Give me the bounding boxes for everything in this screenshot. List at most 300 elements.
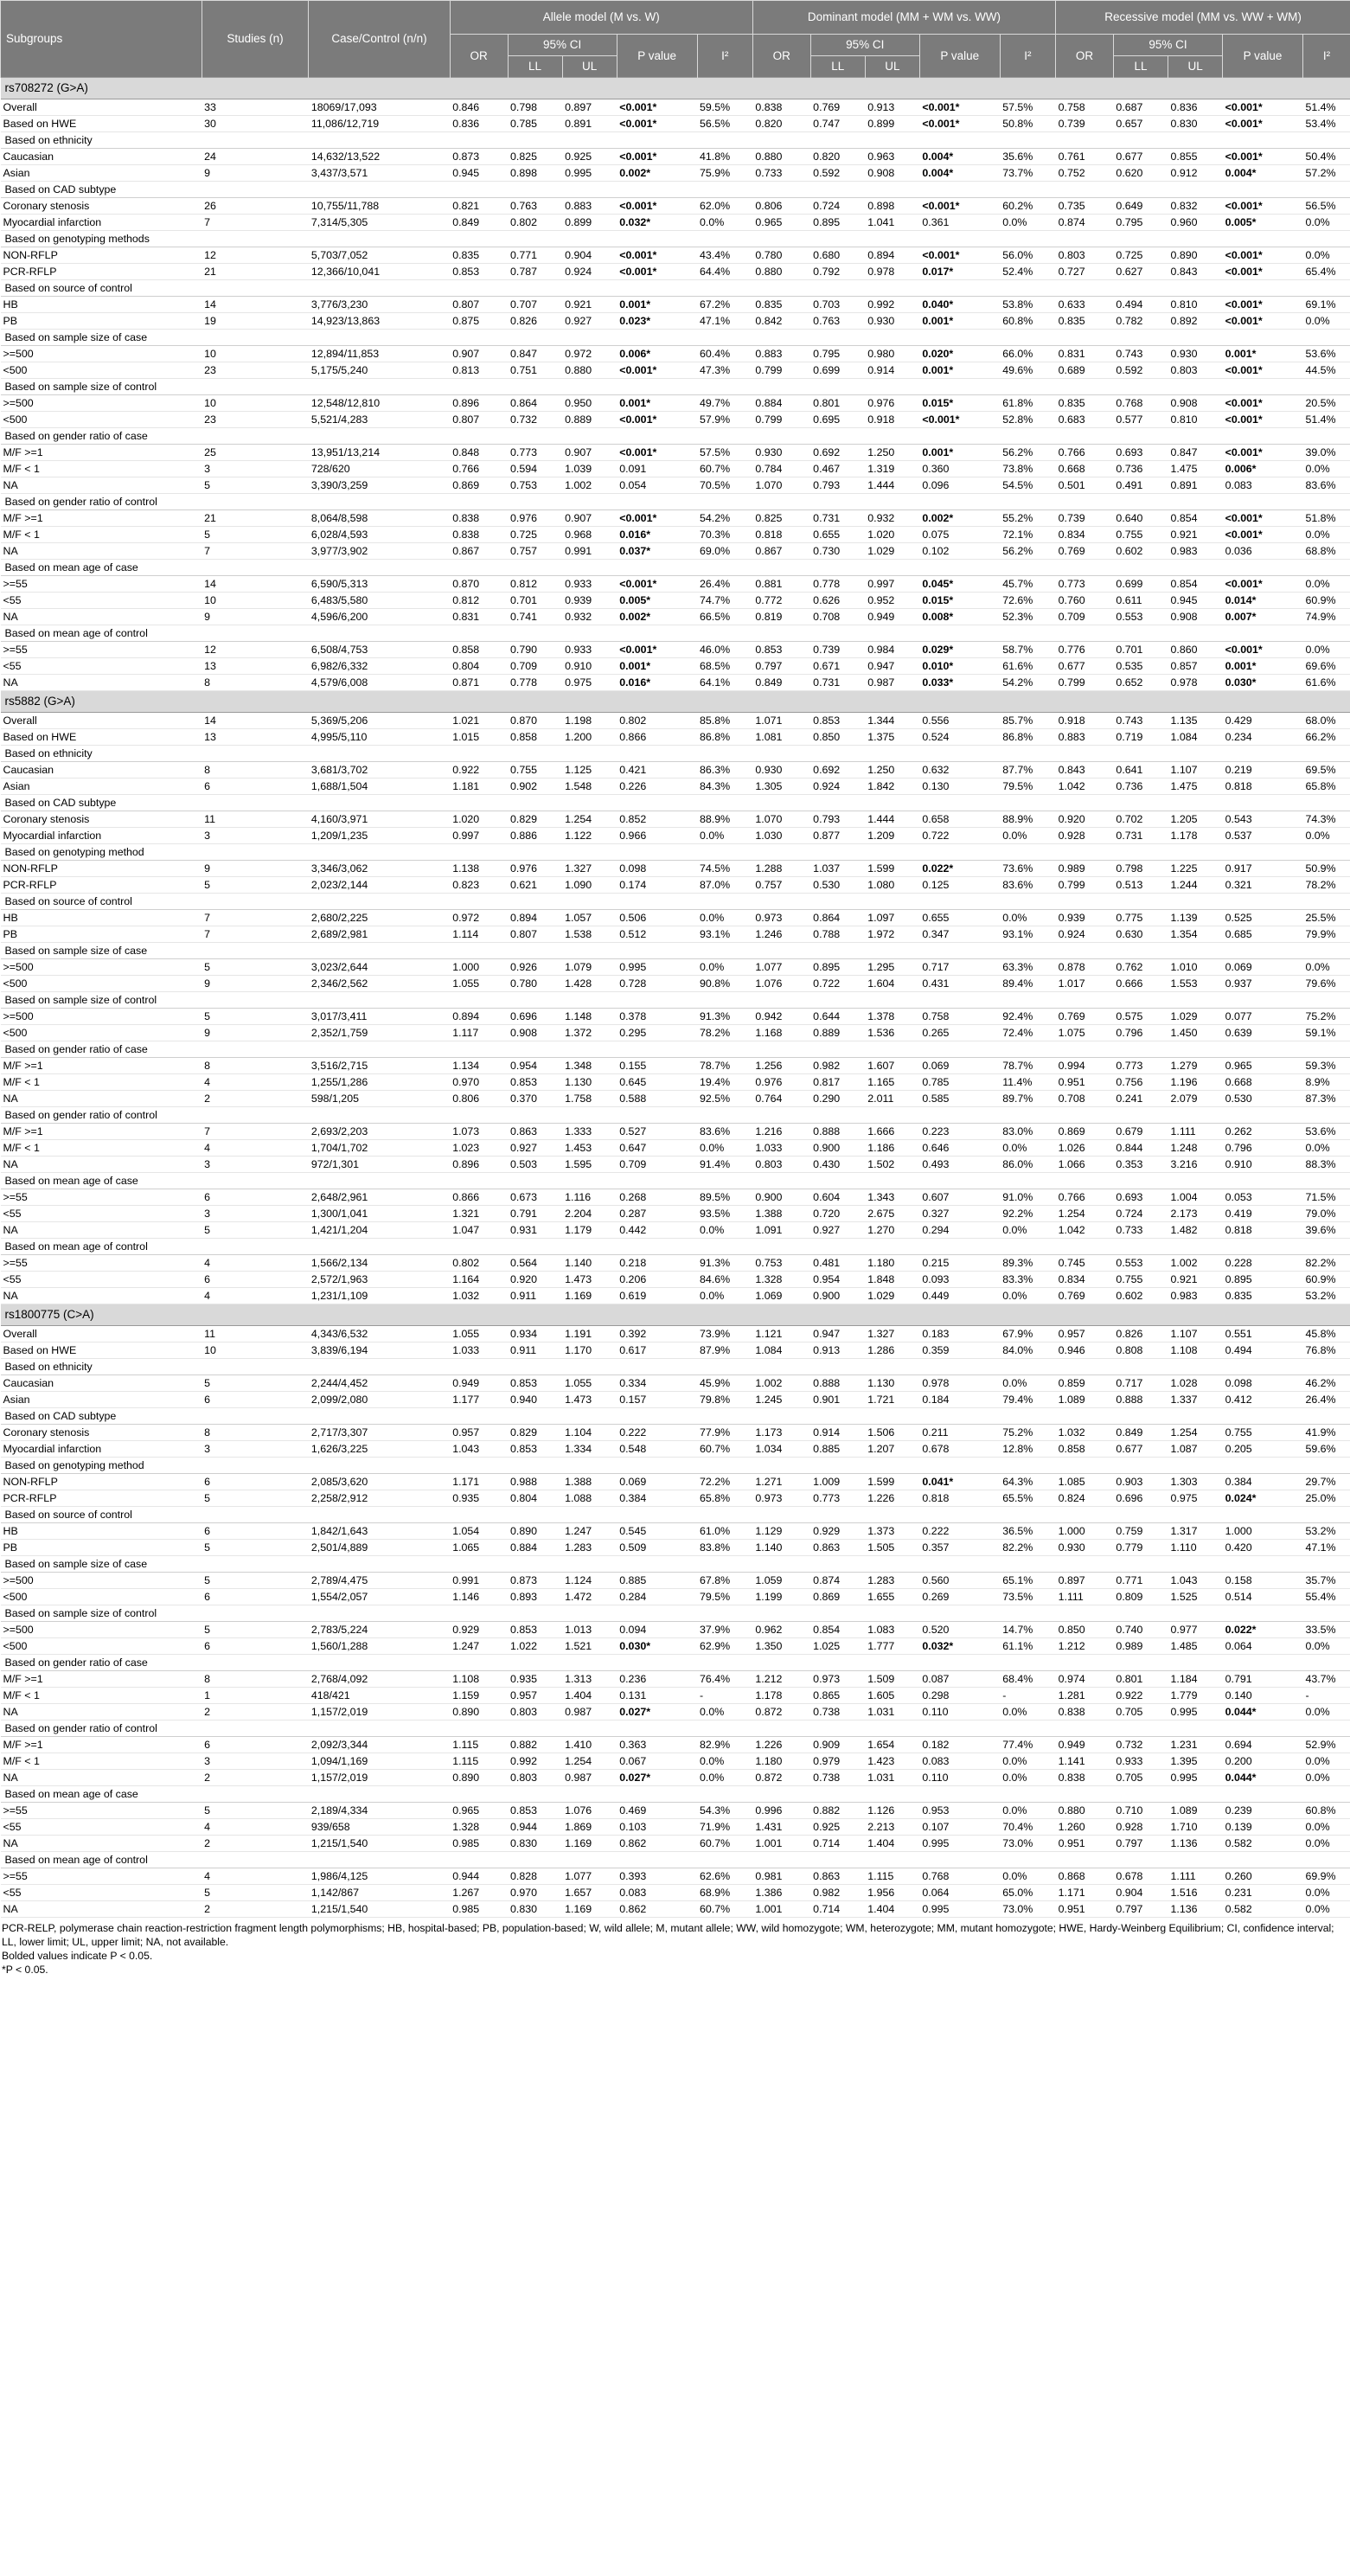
value-cell: 1.009	[810, 1474, 865, 1490]
value-cell: 1.599	[865, 1474, 919, 1490]
value-cell: 0.730	[810, 543, 865, 560]
subgroup-cell: >=500	[1, 1573, 202, 1589]
value-cell: 1.043	[450, 1441, 508, 1458]
value-cell: 0.963	[865, 149, 919, 165]
value-cell: 0.890	[450, 1770, 508, 1786]
value-cell: 1.270	[865, 1222, 919, 1239]
value-cell: 75.9%	[697, 165, 752, 182]
value-cell: 4,160/3,971	[309, 811, 450, 828]
value-cell: 0.621	[508, 877, 562, 894]
value-cell: 0.991	[450, 1573, 508, 1589]
value-cell: 0.799	[1056, 877, 1114, 894]
value-cell: 90.8%	[697, 976, 752, 992]
value-cell: 0.882	[508, 1737, 562, 1753]
value-cell: 1.066	[1056, 1157, 1114, 1173]
value-cell: 0.834	[1056, 1272, 1114, 1288]
value-cell: 68.0%	[1302, 713, 1350, 729]
value-cell: 0.933	[562, 576, 617, 593]
value-cell: 0.491	[1113, 477, 1168, 494]
value-cell: 1.121	[752, 1326, 810, 1342]
significant-p-value: <0.001*	[619, 578, 657, 590]
value-cell: 0.678	[919, 1441, 1000, 1458]
subgroup-cell: Overall	[1, 713, 202, 729]
value-cell: 0.957	[450, 1425, 508, 1441]
value-cell: 0.0%	[1000, 1288, 1055, 1304]
value-cell: 1.472	[562, 1589, 617, 1605]
value-cell: 85.7%	[1000, 713, 1055, 729]
value-cell	[617, 198, 697, 215]
value-cell: 85.8%	[697, 713, 752, 729]
value-cell: 1.288	[752, 861, 810, 877]
value-cell: 0.582	[1223, 1901, 1303, 1918]
value-cell: 41.9%	[1302, 1425, 1350, 1441]
snp-label: rs5882 (G>A)	[1, 691, 1350, 713]
value-cell: 12	[202, 247, 309, 264]
table-row	[1, 1540, 1350, 1556]
value-cell: 0.869	[450, 477, 508, 494]
significant-p-value: <0.001*	[619, 446, 657, 458]
significant-p-value: 0.027*	[619, 1772, 651, 1784]
value-cell: 0.798	[508, 99, 562, 116]
value-cell: 0.679	[1113, 1124, 1168, 1140]
value-cell: 0.077	[1223, 1009, 1303, 1025]
value-cell: 1.654	[865, 1737, 919, 1753]
value-cell	[1223, 1490, 1303, 1507]
header-dominant-model: Dominant model (MM + WM vs. WW)	[752, 1, 1055, 35]
value-cell: 1.212	[752, 1671, 810, 1688]
value-cell: 26	[202, 198, 309, 215]
table-header	[1, 1, 1350, 78]
value-cell: 5,369/5,206	[309, 713, 450, 729]
value-cell: 1.191	[562, 1326, 617, 1342]
significant-p-value: 0.016*	[619, 676, 651, 689]
table-row	[1, 1189, 1350, 1206]
value-cell: 0.714	[810, 1836, 865, 1852]
value-cell: 0.853	[508, 1441, 562, 1458]
subgroup-category-label: Based on gender ratio of control	[1, 494, 1350, 510]
value-cell: 60.8%	[1302, 1803, 1350, 1819]
value-cell: 0.904	[562, 247, 617, 264]
value-cell: 0.775	[1113, 910, 1168, 926]
significant-p-value: <0.001*	[619, 413, 657, 426]
value-cell: 78.7%	[1000, 1058, 1055, 1074]
value-cell: 0.849	[450, 215, 508, 231]
value-cell: 0.772	[752, 593, 810, 609]
value-cell: 0.577	[1113, 412, 1168, 428]
value-cell: 0.791	[1223, 1671, 1303, 1688]
value-cell: 0.957	[1056, 1326, 1114, 1342]
value-cell	[617, 116, 697, 132]
value-cell: 0.908	[1168, 609, 1223, 625]
value-cell: 1.013	[562, 1622, 617, 1638]
subgroup-category-label: Based on source of control	[1, 894, 1350, 910]
value-cell: 0.779	[1113, 1540, 1168, 1556]
value-cell: 2	[202, 1770, 309, 1786]
value-cell: 0.619	[617, 1288, 697, 1304]
subgroup-cell: Myocardial infarction	[1, 1441, 202, 1458]
subgroup-cell: NA	[1, 1288, 202, 1304]
value-cell: 0.739	[1056, 510, 1114, 527]
value-cell: 2,789/4,475	[309, 1573, 450, 1589]
value-cell: 13	[202, 729, 309, 746]
value-cell: 0.983	[1168, 543, 1223, 560]
value-cell	[1223, 576, 1303, 593]
value-cell: 2.011	[865, 1091, 919, 1107]
value-cell: 92.2%	[1000, 1206, 1055, 1222]
subgroup-cell: Overall	[1, 1326, 202, 1342]
value-cell: 1.055	[450, 1326, 508, 1342]
value-cell: 0.284	[617, 1589, 697, 1605]
value-cell: 0.932	[562, 609, 617, 625]
subgroup-category-row	[1, 330, 1350, 346]
header-ll: LL	[810, 56, 865, 78]
value-cell: 1.525	[1168, 1589, 1223, 1605]
value-cell: 1.070	[752, 811, 810, 828]
significant-p-value: 0.027*	[619, 1706, 651, 1718]
value-cell: 51.8%	[1302, 510, 1350, 527]
value-cell: 0.155	[617, 1058, 697, 1074]
value-cell: 0.900	[810, 1288, 865, 1304]
value-cell: 0.709	[617, 1157, 697, 1173]
value-cell: 1.305	[752, 779, 810, 795]
value-cell: 0.585	[919, 1091, 1000, 1107]
value-cell: 0.745	[1056, 1255, 1114, 1272]
value-cell	[919, 395, 1000, 412]
value-cell: 0.880	[562, 362, 617, 379]
significant-p-value: 0.032*	[922, 1640, 954, 1652]
value-cell: 6,508/4,753	[309, 642, 450, 658]
value-cell	[919, 510, 1000, 527]
value-cell: 0.914	[810, 1425, 865, 1441]
value-cell: 0.239	[1223, 1803, 1303, 1819]
value-cell: 1.059	[752, 1573, 810, 1589]
subgroup-category-row	[1, 494, 1350, 510]
value-cell: 0.0%	[1000, 1770, 1055, 1786]
value-cell: 0.773	[1056, 576, 1114, 593]
value-cell: 0.995	[1168, 1770, 1223, 1786]
value-cell: 1.037	[810, 861, 865, 877]
value-cell: 0.0%	[1000, 1222, 1055, 1239]
value-cell: 0.671	[810, 658, 865, 675]
value-cell	[1223, 99, 1303, 116]
value-cell: 7	[202, 543, 309, 560]
value-cell: 0.0%	[1302, 313, 1350, 330]
value-cell: 0.850	[810, 729, 865, 746]
significant-p-value: 0.016*	[619, 529, 651, 541]
value-cell: 0.795	[810, 346, 865, 362]
value-cell: 0.946	[1056, 1342, 1114, 1359]
value-cell: 67.2%	[697, 297, 752, 313]
value-cell: 78.2%	[1302, 877, 1350, 894]
value-cell: 6	[202, 1589, 309, 1605]
value-cell: 0.982	[810, 1058, 865, 1074]
value-cell: 0.103	[617, 1819, 697, 1836]
value-cell	[1223, 362, 1303, 379]
value-cell: 0.736	[1113, 779, 1168, 795]
value-cell: 79.8%	[697, 1392, 752, 1408]
value-cell: 0.911	[508, 1288, 562, 1304]
value-cell: 0.421	[617, 762, 697, 779]
value-cell: 0.920	[1056, 811, 1114, 828]
header-case-control: Case/Control (n/n)	[309, 1, 450, 78]
value-cell: 1.254	[1168, 1425, 1223, 1441]
value-cell: 73.9%	[697, 1326, 752, 1342]
value-cell: 54.5%	[1000, 477, 1055, 494]
subgroup-cell: <55	[1, 1272, 202, 1288]
value-cell: 1.758	[562, 1091, 617, 1107]
value-cell: 1.002	[562, 477, 617, 494]
table-row	[1, 1425, 1350, 1441]
significant-p-value: <0.001*	[1225, 578, 1263, 590]
value-cell: 1.084	[1168, 729, 1223, 746]
subgroup-cell: <500	[1, 1638, 202, 1655]
value-cell: 0.892	[1168, 313, 1223, 330]
value-cell: 0.927	[562, 313, 617, 330]
value-cell: 1.107	[1168, 762, 1223, 779]
header-ci: 95% CI	[508, 35, 617, 56]
value-cell: 0.942	[752, 1009, 810, 1025]
subgroup-cell: NA	[1, 1157, 202, 1173]
subgroup-category-label: Based on sample size of case	[1, 330, 1350, 346]
value-cell: 12,548/12,810	[309, 395, 450, 412]
value-cell: 9	[202, 1025, 309, 1041]
value-cell: 6	[202, 1474, 309, 1490]
table-footnotes	[0, 1918, 1348, 1977]
value-cell: 0.069	[919, 1058, 1000, 1074]
subgroup-category-row	[1, 1173, 1350, 1189]
value-cell: 19	[202, 313, 309, 330]
value-cell: 2,092/3,344	[309, 1737, 450, 1753]
value-cell: 0.780	[508, 976, 562, 992]
value-cell: 0.0%	[1302, 1638, 1350, 1655]
subgroup-category-row	[1, 280, 1350, 297]
subgroup-cell: PCR-RFLP	[1, 877, 202, 894]
value-cell: 0.829	[508, 811, 562, 828]
value-cell: 1.485	[1168, 1638, 1223, 1655]
value-cell: 5	[202, 1573, 309, 1589]
value-cell: 83.8%	[697, 1540, 752, 1556]
value-cell: 0.897	[562, 99, 617, 116]
value-cell: 0.818	[752, 527, 810, 543]
value-cell: 0.872	[752, 1770, 810, 1786]
value-cell: 84.3%	[697, 779, 752, 795]
value-cell: 0.890	[450, 1704, 508, 1721]
subgroup-category-label: Based on sample size of control	[1, 1605, 1350, 1622]
value-cell: 1.015	[450, 729, 508, 746]
value-cell: 0.766	[1056, 1189, 1114, 1206]
value-cell: 0.359	[919, 1342, 1000, 1359]
value-cell: 0.731	[810, 675, 865, 691]
value-cell: 13,951/13,214	[309, 445, 450, 461]
value-cell: 0.290	[810, 1091, 865, 1107]
significant-p-value: <0.001*	[1225, 298, 1263, 311]
value-cell: 0.0%	[1302, 642, 1350, 658]
value-cell: 0.900	[810, 1140, 865, 1157]
value-cell	[1223, 149, 1303, 165]
value-cell	[617, 395, 697, 412]
table-row	[1, 149, 1350, 165]
subgroup-cell: >=55	[1, 576, 202, 593]
value-cell: 0.069	[1223, 959, 1303, 976]
table-row	[1, 1836, 1350, 1852]
value-cell: 1.444	[865, 477, 919, 494]
subgroup-cell: >=500	[1, 959, 202, 976]
value-cell: 0.620	[1113, 165, 1168, 182]
value-cell: 0.803	[508, 1770, 562, 1786]
value-cell: 0.810	[1168, 412, 1223, 428]
table-row	[1, 658, 1350, 675]
value-cell: 0.838	[1056, 1704, 1114, 1721]
value-cell: 0.753	[752, 1255, 810, 1272]
table-row	[1, 1009, 1350, 1025]
value-cell: 3,023/2,644	[309, 959, 450, 976]
value-cell	[1223, 1770, 1303, 1786]
value-cell	[617, 165, 697, 182]
snp-label: rs708272 (G>A)	[1, 78, 1350, 99]
value-cell: 1.295	[865, 959, 919, 976]
value-cell: 0.965	[752, 215, 810, 231]
value-cell: 1.180	[752, 1753, 810, 1770]
value-cell: 0.334	[617, 1375, 697, 1392]
value-cell: 0.431	[919, 976, 1000, 992]
value-cell: 0.753	[508, 477, 562, 494]
value-cell: 2,085/3,620	[309, 1474, 450, 1490]
value-cell: 1.244	[1168, 877, 1223, 894]
value-cell: 0.689	[1056, 362, 1114, 379]
value-cell: 0.991	[562, 543, 617, 560]
subgroup-category-label: Based on mean age of case	[1, 1786, 1350, 1803]
value-cell: 0.820	[752, 116, 810, 132]
value-cell: 0.797	[1113, 1836, 1168, 1852]
value-cell: 5	[202, 1222, 309, 1239]
value-cell: 0.755	[1223, 1425, 1303, 1441]
value-cell: 82.9%	[697, 1737, 752, 1753]
subgroup-cell: NA	[1, 1836, 202, 1852]
value-cell: 0.848	[450, 445, 508, 461]
value-cell	[617, 247, 697, 264]
subgroup-category-row	[1, 1655, 1350, 1671]
subgroup-cell: NA	[1, 1901, 202, 1918]
table-row	[1, 477, 1350, 494]
value-cell: 0.655	[919, 910, 1000, 926]
value-cell: 1.604	[865, 976, 919, 992]
subgroup-category-row	[1, 1556, 1350, 1573]
value-cell: 0.954	[508, 1058, 562, 1074]
value-cell: 0.933	[562, 642, 617, 658]
value-cell: 0.911	[508, 1342, 562, 1359]
significant-p-value: <0.001*	[1225, 266, 1263, 278]
value-cell: 0.932	[865, 510, 919, 527]
value-cell: 76.4%	[697, 1671, 752, 1688]
value-cell: 4	[202, 1868, 309, 1885]
value-cell: 0.838	[450, 510, 508, 527]
value-cell: 65.8%	[1302, 779, 1350, 795]
value-cell: 0.370	[508, 1091, 562, 1107]
value-cell	[617, 264, 697, 280]
subgroup-cell: M/F < 1	[1, 1753, 202, 1770]
value-cell: 0.910	[1223, 1157, 1303, 1173]
value-cell: 0.859	[1056, 1375, 1114, 1392]
table-row	[1, 116, 1350, 132]
value-cell: 0.564	[508, 1255, 562, 1272]
value-cell: 0.0%	[697, 1753, 752, 1770]
subgroup-category-row	[1, 746, 1350, 762]
subgroup-category-row	[1, 1359, 1350, 1375]
table-row	[1, 609, 1350, 625]
value-cell: 0.895	[810, 959, 865, 976]
value-cell: 1.404	[562, 1688, 617, 1704]
value-cell: 0.0%	[697, 1140, 752, 1157]
table-row	[1, 762, 1350, 779]
value-cell: 8	[202, 675, 309, 691]
value-cell: 0.0%	[1302, 1819, 1350, 1836]
value-cell: 1,560/1,288	[309, 1638, 450, 1655]
value-cell: 1.482	[1168, 1222, 1223, 1239]
subgroup-cell: <55	[1, 658, 202, 675]
value-cell: 1.115	[450, 1737, 508, 1753]
header-or: OR	[752, 35, 810, 78]
value-cell: 0.0%	[1302, 461, 1350, 477]
subgroup-category-label: Based on gender ratio of control	[1, 1721, 1350, 1737]
value-cell: 0.757	[752, 877, 810, 894]
value-cell: 1.226	[865, 1490, 919, 1507]
value-cell: 1,215/1,540	[309, 1901, 450, 1918]
value-cell: 0.083	[1223, 477, 1303, 494]
value-cell: 3	[202, 1753, 309, 1770]
value-cell: 1,094/1,169	[309, 1753, 450, 1770]
table-row	[1, 1272, 1350, 1288]
value-cell: 0.429	[1223, 713, 1303, 729]
value-cell: 0.592	[810, 165, 865, 182]
value-cell: 0.930	[752, 445, 810, 461]
value-cell: 1.350	[752, 1638, 810, 1655]
value-cell: 1.091	[752, 1222, 810, 1239]
value-cell: 0.972	[562, 346, 617, 362]
value-cell: 74.3%	[1302, 811, 1350, 828]
value-cell: 0.639	[1223, 1025, 1303, 1041]
value-cell: 12	[202, 642, 309, 658]
value-cell: 0.972	[450, 910, 508, 926]
subgroup-cell: M/F < 1	[1, 1688, 202, 1704]
value-cell: 0.908	[1168, 395, 1223, 412]
value-cell: 0.901	[810, 1392, 865, 1408]
value-cell: 87.7%	[1000, 762, 1055, 779]
value-cell: 0.083	[617, 1885, 697, 1901]
value-cell: 1.212	[1056, 1638, 1114, 1655]
value-cell	[1223, 264, 1303, 280]
value-cell: 0.895	[1223, 1272, 1303, 1288]
value-cell: 1.111	[1056, 1589, 1114, 1605]
value-cell: -	[1000, 1688, 1055, 1704]
value-cell: 1.026	[1056, 1140, 1114, 1157]
value-cell: 0.731	[810, 510, 865, 527]
value-cell: 0.0%	[1302, 828, 1350, 844]
value-cell	[617, 412, 697, 428]
subgroup-cell: PCR-RFLP	[1, 1490, 202, 1507]
subgroup-cell: M/F >=1	[1, 1124, 202, 1140]
value-cell: 2,648/2,961	[309, 1189, 450, 1206]
value-cell: 0.989	[1113, 1638, 1168, 1655]
value-cell: 77.4%	[1000, 1737, 1055, 1753]
value-cell: 0.894	[865, 247, 919, 264]
value-cell	[1223, 313, 1303, 330]
value-cell: 0.930	[1168, 346, 1223, 362]
value-cell: 1.001	[752, 1836, 810, 1852]
value-cell: 0.994	[1056, 1058, 1114, 1074]
value-cell: 0.909	[810, 1737, 865, 1753]
value-cell: 0.852	[617, 811, 697, 828]
value-cell: 0.902	[508, 779, 562, 795]
